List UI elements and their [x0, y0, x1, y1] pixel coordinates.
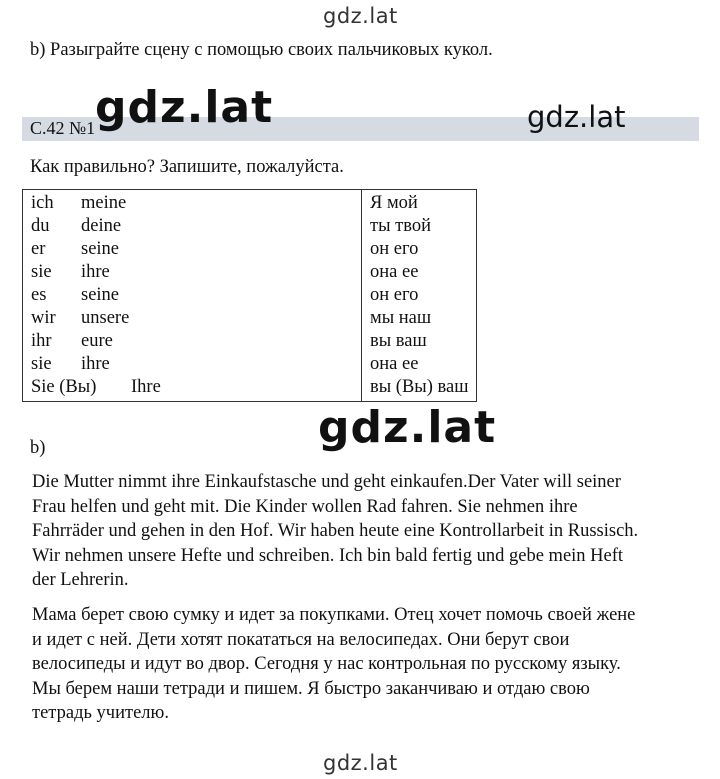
part-b-label: b) — [30, 438, 46, 458]
paragraph-line: Wir nehmen unsere Hefte und schreiben. Ich bin bald fertig und gebe mein Heft — [32, 545, 624, 566]
table-row: она ее — [370, 354, 419, 374]
pronoun: wir — [31, 308, 56, 328]
watermark-middle: gdz.lat — [318, 402, 497, 453]
table-row: ты твой — [370, 216, 431, 236]
pronoun: sie — [31, 262, 52, 282]
table-row: она ее — [370, 262, 419, 282]
russian-column — [362, 190, 477, 402]
task-instruction: Как правильно? Запишите, пожалуйста. — [30, 157, 344, 177]
possessive: seine — [81, 239, 120, 259]
table-row — [31, 376, 353, 399]
section-label: С.42 №1 — [30, 118, 96, 138]
pronoun: sie — [31, 354, 52, 374]
watermark-bottom: gdz.lat — [323, 751, 398, 775]
possessive: ihre — [81, 354, 110, 374]
paragraph-line: Мы берем наши тетради и пишем. Я быстро заканчиваю и отдаю свою — [32, 678, 590, 699]
pronoun: er — [31, 239, 46, 259]
paragraph-line: Die Mutter nimmt ihre Einkaufstasche und geht einkaufen.Der Vater will seiner — [32, 472, 621, 492]
paragraph-line: Frau helfen und geht mit. Die Kinder wollen Rad fahren. Sie nehmen ihre — [32, 496, 578, 517]
paragraph-line: der Lehrerin. — [32, 570, 129, 590]
possessive: ihre — [81, 262, 110, 282]
pronoun-table — [22, 189, 690, 402]
pronoun: ich — [31, 193, 54, 213]
paragraph-line: тетрадь учителю. — [32, 703, 169, 723]
possessive: meine — [81, 193, 127, 213]
paragraph-line: Мама берет свою сумку и идет за покупками. Отец хочет помочь своей жене — [32, 605, 636, 625]
possessive: deine — [81, 216, 122, 236]
table-row — [31, 238, 353, 261]
table-row: вы (Вы) ваш — [370, 377, 469, 397]
table-row — [31, 353, 353, 376]
possessive: seine — [81, 285, 120, 305]
pronoun: ihr — [31, 331, 52, 351]
table-row: он его — [370, 285, 419, 305]
paragraph-line: и идет с ней. Дети хотят покататься на велосипедах. Они берут свои — [32, 629, 570, 650]
watermark-header-right: gdz.lat — [527, 100, 626, 134]
table-row — [31, 284, 353, 307]
paragraph-line: Fahrräder und gehen in den Hof. Wir haben heute eine Kontrollarbeit in Russisch. — [32, 521, 639, 541]
table-row — [31, 330, 353, 353]
table-row: вы ваш — [370, 331, 427, 351]
table-row — [31, 215, 353, 238]
possessive: eure — [81, 331, 113, 351]
table-row — [31, 307, 353, 330]
german-column — [23, 190, 362, 402]
table-row — [31, 192, 353, 215]
table-row — [31, 261, 353, 284]
watermark-top: gdz.lat — [323, 4, 398, 28]
german-paragraph — [32, 470, 702, 593]
paragraph-line: велосипеды и идут во двор. Сегодня у нас контрольная по русскому языку. — [32, 654, 621, 674]
pronoun: es — [31, 285, 47, 305]
pronoun: du — [31, 216, 50, 236]
intro-line: b) Разыграйте сцену с помощью своих пальчиковых кукол. — [30, 40, 493, 60]
watermark-header-big: gdz.lat — [95, 82, 274, 133]
pronoun: Sie (Вы) — [31, 377, 97, 397]
possessive: Ihre — [131, 377, 161, 397]
russian-paragraph — [32, 603, 702, 726]
table-row: он его — [370, 239, 419, 259]
table-row: мы наш — [370, 308, 432, 328]
possessive: unsere — [81, 308, 130, 328]
table-row: Я мой — [370, 193, 418, 213]
